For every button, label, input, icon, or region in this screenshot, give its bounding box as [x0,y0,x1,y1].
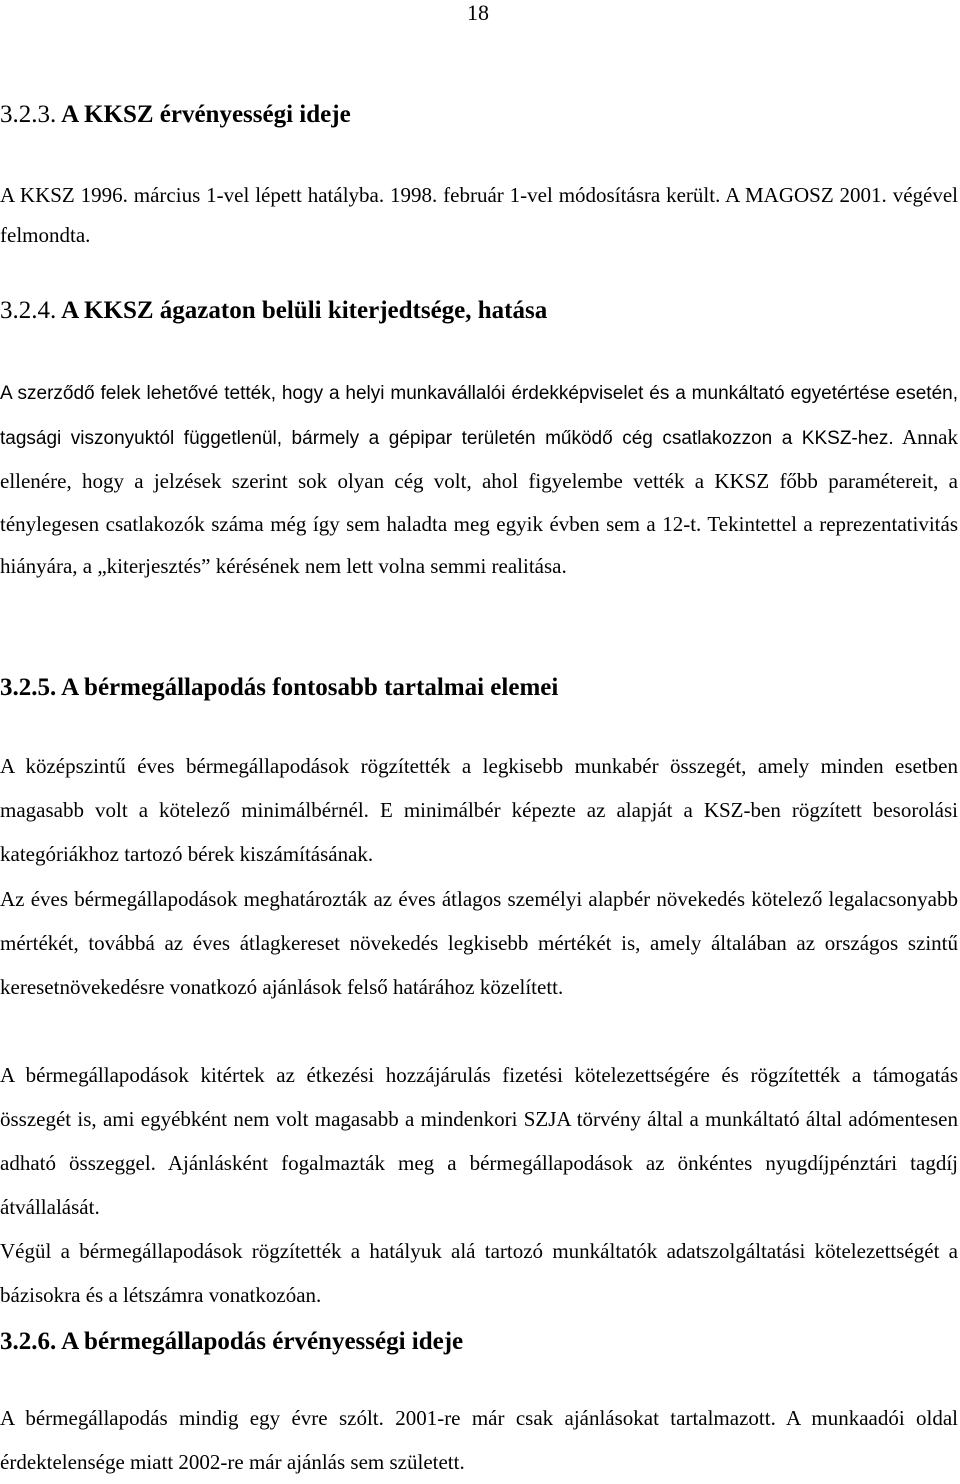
paragraph-agreement-validity: A bérmegállapodás mindig egy évre szólt. 2001-re már csak ajánlásokat tartalmazott. A munkaadói oldal érdektelensége miatt 2002-re már ajánlás sem született. [0,1406,958,1474]
page-number: 18 [467,0,489,25]
paragraph-minimum-wage: A középszintű éves bérmegállapodások rögzítették a legkisebb munkabér összegét, amely minden esetben magasabb volt a kötelező minimálbérnél. E minimálbér képezte az alapját a KSZ-ben rögzített besorolási kategóriákhoz tartozó bérek kiszámításának. [0,754,958,866]
paragraph-data-reporting: Végül a bérmegállapodások rögzítették a hatályuk alá tartozó munkáltatók adatszolgáltatási kötelezettségét a bázisokra és a létszámra vonatkozóan. [0,1239,958,1307]
paragraph-meal-allowance: A bérmegállapodások kitértek az étkezési hozzájárulás fizetési kötelezettségére és rögzítették a támogatás összegét is, ami egyébként nem volt magasabb a mindenkori SZJA törvény által a munkáltató által adómentesen adható összeggel. Ajánlásként fogalmazták meg a bérmegállapodások az önkéntes nyugdíjpénztári tagdíj átvállalását. [0,1063,958,1219]
section-heading-3-2-3 [0,100,958,130]
paragraph-scope-part-b: Annak ellenére, hogy a jelzések szerint sok olyan cég volt, ahol figyelembe vették a KKSZ főbb paramétereit, a ténylegesen csatlakozók száma még így sem haladta meg egyik évben sem a 12-t. [0,424,959,536]
section-number: 3.2.5. [0,674,57,701]
section-number: 3.2.3. [0,101,57,128]
paragraph-wage-growth: Az éves bérmegállapodások meghatározták az éves átlagos személyi alapbér növekedés kötelező legalacsonyabb mértékét, továbbá az éves átlagkereset növekedés legkisebb mértékét is, amely általában az országos szintű keresetnövekedésre vonatkozó ajánlások felső határához közelített. [0,887,958,999]
paragraph-scope-part-a: A szerződő felek lehetővé tették, hogy a helyi munkavállalói érdekképviselet és a munkáltató egyetértése esetén, tagsági viszonyuktól függetlenül, bármely a gépipar területén működő cég csatlakozzon a KKSZ-hez. [0,383,958,449]
paragraph-validity-kksz: A KKSZ 1996. március 1-vel lépett hatályba. 1998. február 1-vel módosításra került. A MAGOSZ 2001. végével felmondta. [0,183,958,247]
section-heading-3-2-5 [0,673,958,703]
section-title: A KKSZ ágazaton belüli kiterjedtsége, hatása [61,297,548,324]
section-number: 3.2.4. [0,297,57,324]
section-title: A bérmegállapodás érvényességi ideje [61,1328,464,1355]
section-heading-3-2-4 [0,296,958,326]
section-title: A KKSZ érvényességi ideje [61,101,351,128]
section-number: 3.2.6. [0,1328,57,1355]
section-title: A bérmegállapodás fontosabb tartalmai elemei [61,674,559,701]
paragraph-scope-part-c: Tekintettel a reprezentativitás hiányára, a „kiterjesztés” kérésének nem lett volna semmi realitása. [0,511,958,578]
paragraph-kksz-scope [0,371,958,588]
section-heading-3-2-6 [0,1327,958,1357]
